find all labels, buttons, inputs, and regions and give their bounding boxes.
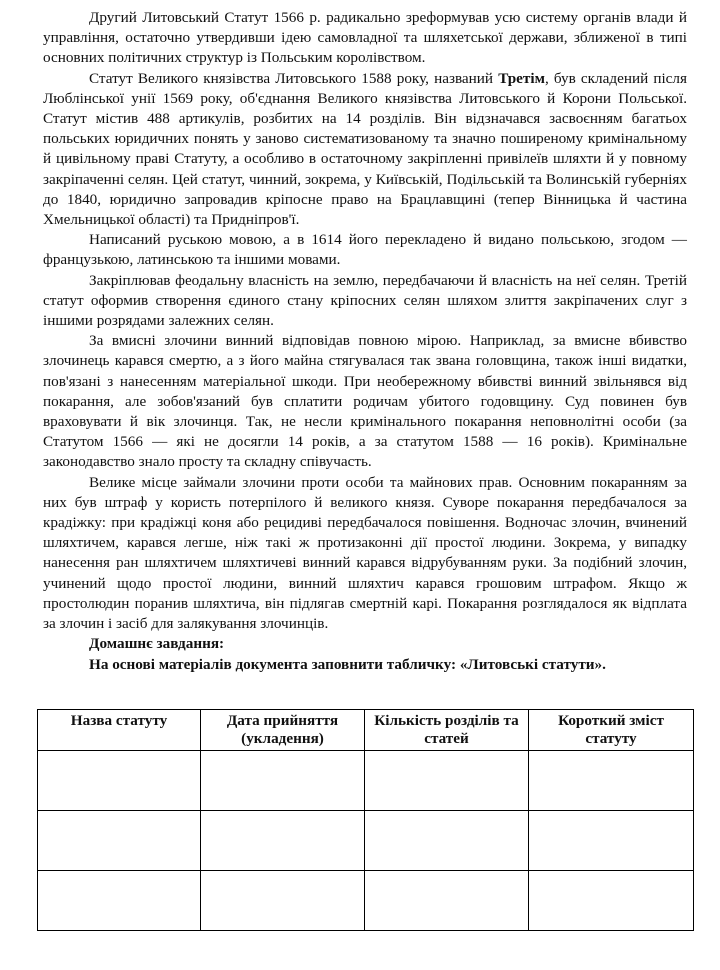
paragraph-3: Написаний руською мовою, а в 1614 його перекладено й видано польською, згодом — французькою, латинською та іншими мовами. bbox=[43, 231, 687, 269]
table-cell[interactable] bbox=[201, 751, 365, 811]
header-sections-count: Кількість розділів та статей bbox=[365, 710, 529, 751]
paragraph-2-rest: , був складений після Люблінської унії 1569 року, об'єднання Великого князівства Литовського й Корони Польської. Статут містив 488 артикулів, розбитих на 14 розділів. Він відзначався засвоєнням багатьох польських юридичних понять у заново систематизованому та значно поширеному кримінальному й цивільному праві Статуту, а особливо в остаточному закріпленні привілеїв шляхти й у повному закріпаченні селян. Цей статут, чинний, зокрема, у Київській, Подільській та Волинській губерніях до 1840, юридично запровадив кріпосне право на Брацлавщині (тепер Вінницька й частина Хмельницької області) та Придніпров'ї. bbox=[43, 69, 687, 229]
document-body bbox=[43, 8, 687, 675]
table-cell[interactable] bbox=[365, 751, 529, 811]
table-cell[interactable] bbox=[38, 811, 201, 871]
statutes-table bbox=[37, 709, 694, 931]
paragraph-5: За вмисні злочини винний відповідав повною мірою. Наприклад, за вмисне вбивство злочинець карався смертю, а з його майна стягувалася так звана головщина, також інші видатки, пов'язані з нанесенням матеріальної шкоди. При необережному вбивстві винний звільнявся від покарання, але зобов'язаний був сплатити родичам убитого годовщину. Суд повинен був враховувати й вік злочинця. Так, не несли кримінального покарання неповнолітні особи (за Статутом 1566 — які не досягли 14 років, а за статутом 1588 — 16 років). Кримінальне законодавство знало просту та складну співучасть. bbox=[43, 332, 687, 471]
header-adoption-date: Дата прийняття (укладення) bbox=[201, 710, 365, 751]
header-statute-name: Назва статуту bbox=[38, 710, 201, 751]
paragraph-6: Велике місце займали злочини проти особи та майнових прав. Основним покаранням за них був штраф у користь потерпілого й великого князя. Суворе покарання передбачалося за крадіжку: при крадіжці коня або рецидиві передбачалося повішення. Водночас злочин, вчинений шляхтичем, карався легше, ніж такі ж протизаконні дії простої людини. Зокрема, у випадку нанесення ран шляхтичем шляхтичеві винний карався відрубуванням руки. За подібний злочин, учинений щодо простої людини, винний шляхтич карався грошовим штрафом. Якщо ж простолюдин поранив шляхтича, він підлягав смертній карі. Покарання розглядалося як відплата за злочин і засіб для залякування злочинців. bbox=[43, 473, 687, 633]
table-cell[interactable] bbox=[38, 871, 201, 931]
paragraph-4: Закріплював феодальну власність на землю, передбачаючи й власність на неї селян. Третій статут оформив створення єдиного стану кріпосних селян шляхом злиття закріпачених слуг з іншими розрядами залежних селян. bbox=[43, 271, 687, 330]
table-cell[interactable] bbox=[38, 751, 201, 811]
table-header-row bbox=[38, 710, 694, 751]
table-row bbox=[38, 751, 694, 811]
table-cell[interactable] bbox=[201, 871, 365, 931]
table-row bbox=[38, 871, 694, 931]
table-cell[interactable] bbox=[201, 811, 365, 871]
table-cell[interactable] bbox=[529, 871, 694, 931]
paragraph-2-start: Статут Великого князівства Литовського 1588 року, названий bbox=[89, 69, 499, 87]
homework-heading: Домашнє завдання: bbox=[89, 635, 225, 653]
table-cell[interactable] bbox=[365, 871, 529, 931]
paragraph-2 bbox=[43, 69, 687, 231]
paragraph-2-bold-term: Третім bbox=[498, 69, 545, 87]
table-row bbox=[38, 811, 694, 871]
homework-task: На основі матеріалів документа заповнити табличку: «Литовські статути». bbox=[89, 655, 606, 673]
table-cell[interactable] bbox=[365, 811, 529, 871]
table-cell[interactable] bbox=[529, 811, 694, 871]
header-summary: Короткий зміст статуту bbox=[529, 710, 694, 751]
paragraph-1: Другий Литовський Статут 1566 р. радикально зреформував усю систему органів влади й управління, остаточно утвердивши ідею самовладної та шляхетської держави, зближеної в типі основних політичних структур із Польським королівством. bbox=[43, 9, 687, 67]
table-cell[interactable] bbox=[529, 751, 694, 811]
